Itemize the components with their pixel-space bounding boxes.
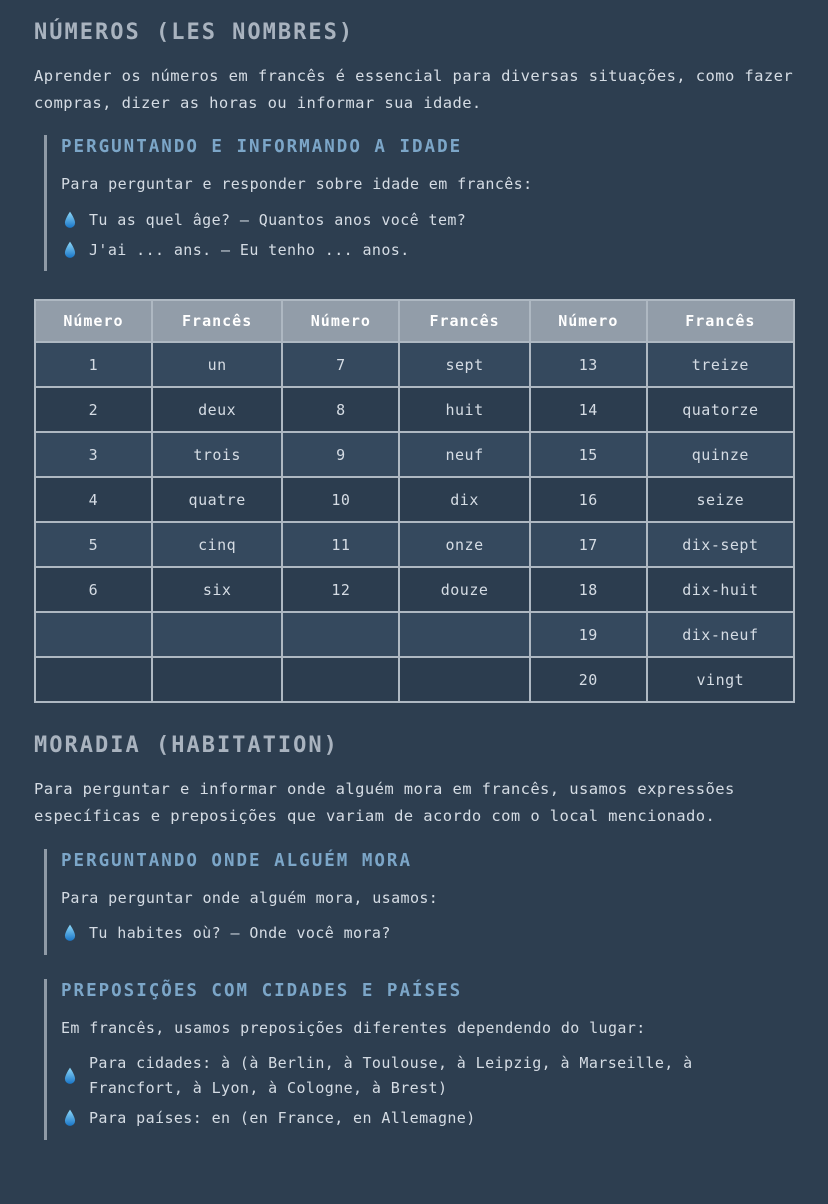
table-cell (282, 657, 399, 702)
bullet-list-idade (61, 208, 795, 263)
bullet-item (61, 1051, 795, 1101)
subsection-idade-intro: Para perguntar e responder sobre idade em francês: (61, 175, 533, 194)
table-cell: 4 (35, 477, 152, 522)
droplet-icon (63, 211, 77, 229)
table-cell: 3 (35, 432, 152, 477)
table-cell: quinze (647, 432, 794, 477)
table-cell: 20 (530, 657, 647, 702)
table-row (35, 432, 794, 477)
table-cell: treize (647, 342, 794, 387)
section2-intro: Para perguntar e informar onde alguém mora em francês, usamos expressões específicas e preposições que variam de acordo com o local mencionado. (34, 780, 735, 826)
table-cell: 7 (282, 342, 399, 387)
table-cell (282, 612, 399, 657)
table-cell: vingt (647, 657, 794, 702)
table-header-cell: Francês (647, 300, 794, 342)
table-cell: dix-huit (647, 567, 794, 612)
table-cell: 5 (35, 522, 152, 567)
table-cell: seize (647, 477, 794, 522)
table-cell: 17 (530, 522, 647, 567)
table-cell (35, 657, 152, 702)
table-row (35, 342, 794, 387)
table-cell: six (152, 567, 283, 612)
bullet-text: Tu habites où? – Onde você mora? (89, 924, 391, 942)
table-cell: 14 (530, 387, 647, 432)
table-cell (399, 657, 530, 702)
table-cell: dix (399, 477, 530, 522)
table-header-cell: Número (35, 300, 152, 342)
table-cell: 6 (35, 567, 152, 612)
bullet-list-onde-mora (61, 921, 795, 946)
table-cell: huit (399, 387, 530, 432)
table-cell: douze (399, 567, 530, 612)
bullet-text: Para países: en (en France, en Allemagne) (89, 1108, 476, 1127)
subsection-idade (44, 135, 795, 271)
table-cell: 15 (530, 432, 647, 477)
bullet-text: Para cidades: à (à Berlin, à Toulouse, à Leipzig, à Marseille, à Francfort, à Lyon, à Cologne, à Brest) (89, 1054, 693, 1097)
table-cell: cinq (152, 522, 283, 567)
table-cell: un (152, 342, 283, 387)
table-row (35, 657, 794, 702)
bullet-item (61, 238, 795, 263)
subsection-onde-mora (44, 849, 795, 955)
subsection-onde-mora-intro: Para perguntar onde alguém mora, usamos: (61, 888, 439, 907)
table-cell: 19 (530, 612, 647, 657)
section1-intro: Aprender os números em francês é essencial para diversas situações, como fazer compras, dizer as horas ou informar sua idade. (34, 67, 794, 113)
subsection-preposicoes-intro: Em francês, usamos preposições diferentes dependendo do lugar: (61, 1018, 646, 1037)
bullet-item (61, 1106, 795, 1131)
section-title-moradia: MORADIA (HABITATION) (34, 733, 339, 759)
table-row (35, 522, 794, 567)
table-cell: 16 (530, 477, 647, 522)
table-row (35, 612, 794, 657)
table-row (35, 387, 794, 432)
table-cell: 11 (282, 522, 399, 567)
table-cell: 1 (35, 342, 152, 387)
table-row (35, 477, 794, 522)
subsection-preposicoes (44, 979, 795, 1140)
table-header-row (35, 300, 794, 342)
table-header-cell: Francês (399, 300, 530, 342)
droplet-icon (63, 1109, 77, 1127)
table-cell: dix-sept (647, 522, 794, 567)
table-header-cell: Número (282, 300, 399, 342)
table-cell: sept (399, 342, 530, 387)
table-cell (152, 657, 283, 702)
droplet-icon (63, 1067, 77, 1085)
table-cell: deux (152, 387, 283, 432)
table-cell (152, 612, 283, 657)
table-cell: 12 (282, 567, 399, 612)
bullet-text: J'ai ... ans. – Eu tenho ... anos. (89, 240, 410, 259)
table-cell: 10 (282, 477, 399, 522)
bullet-text: Tu as quel âge? – Quantos anos você tem? (89, 210, 467, 229)
bullet-item (61, 921, 795, 946)
table-header-cell: Número (530, 300, 647, 342)
table-cell: 18 (530, 567, 647, 612)
table-cell: 13 (530, 342, 647, 387)
droplet-icon (63, 241, 77, 259)
droplet-icon (63, 924, 77, 942)
table-cell: onze (399, 522, 530, 567)
table-cell: dix-neuf (647, 612, 794, 657)
table-cell: neuf (399, 432, 530, 477)
bullet-item (61, 208, 795, 233)
table-cell: 8 (282, 387, 399, 432)
bullet-list-preposicoes (61, 1051, 795, 1130)
table-cell (399, 612, 530, 657)
table-cell: trois (152, 432, 283, 477)
numbers-table (34, 299, 795, 703)
table-header-cell: Francês (152, 300, 283, 342)
table-cell: quatorze (647, 387, 794, 432)
subsection-onde-mora-title: PERGUNTANDO ONDE ALGUÉM MORA (61, 850, 413, 871)
subsection-preposicoes-title: PREPOSIÇÕES COM CIDADES E PAÍSES (61, 980, 463, 1001)
table-cell: quatre (152, 477, 283, 522)
table-cell: 2 (35, 387, 152, 432)
table-cell (35, 612, 152, 657)
numbers-table-body (35, 342, 794, 702)
table-row (35, 567, 794, 612)
section-title-numeros: NÚMEROS (LES NOMBRES) (34, 20, 355, 45)
subsection-idade-title: PERGUNTANDO E INFORMANDO A IDADE (61, 137, 463, 158)
table-cell: 9 (282, 432, 399, 477)
